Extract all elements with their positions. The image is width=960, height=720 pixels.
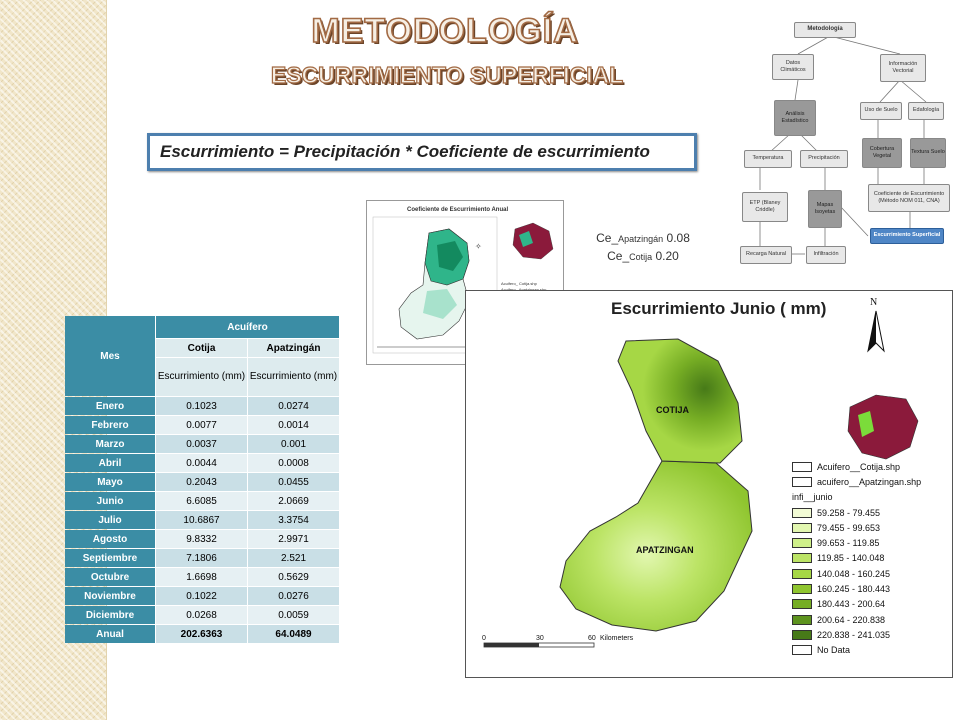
slide-subtitle: ESCURRIMIENTO SUPERFICIAL [270, 62, 624, 88]
legend-label: 220.838 - 241.035 [817, 629, 891, 640]
formula-box: Escurrimiento = Precipitación * Coeficiente de escurrimiento [147, 133, 697, 171]
legend-swatch [792, 553, 812, 563]
legend-swatch [792, 462, 812, 472]
cell-cotija: 6.6085 [156, 492, 247, 510]
cell-apatzingan: 0.0276 [248, 587, 339, 605]
flow-precip: Precipitación [800, 150, 848, 168]
scale-label-0: 0 [482, 635, 486, 642]
flow-coef: Coeficiente de Escurrimiento (Método NOM 011, CNA) [868, 184, 950, 212]
legend-item [792, 643, 921, 658]
cell-cotija: 0.0044 [156, 454, 247, 472]
cell-cotija: 0.1023 [156, 397, 247, 415]
cell-mes: Julio [65, 511, 155, 529]
table-row [65, 587, 339, 605]
legend-swatch [792, 645, 812, 655]
table-row [65, 435, 339, 453]
cell-mes: Mayo [65, 473, 155, 491]
flow-mapas: Mapas Isoyetas [808, 190, 842, 228]
legend-label: 59.258 - 79.455 [817, 507, 881, 518]
cell-apatzingan: 2.0669 [248, 492, 339, 510]
label-cotija: COTIJA [656, 405, 690, 415]
legend-item [792, 535, 921, 550]
legend-label: 99.653 - 119.85 [817, 538, 880, 549]
flow-escurr: Escurrimiento Superficial [870, 228, 944, 244]
cell-apatzingan: 0.0008 [248, 454, 339, 472]
flow-cobertura: Cobertura Vegetal [862, 138, 902, 168]
map-legend [792, 459, 921, 658]
cell-apatzingan: 0.5629 [248, 568, 339, 586]
legend-label: 200.64 - 220.838 [817, 614, 886, 625]
legend-swatch [792, 477, 812, 487]
legend-label: infi__junio [792, 492, 833, 503]
legend-item [792, 459, 921, 474]
cell-apatzingan: 0.0455 [248, 473, 339, 491]
table-row [65, 549, 339, 567]
flow-uso: Uso de Suelo [860, 102, 902, 120]
table-row [65, 511, 339, 529]
svg-text:✧: ✧ [475, 242, 482, 251]
cell-mes: Diciembre [65, 606, 155, 624]
slide-title: METODOLOGÍA [311, 12, 579, 50]
table-row [65, 454, 339, 472]
unit-apatzingan: Escurrimiento (mm) [248, 358, 339, 396]
cell-apatzingan: 64.0489 [248, 625, 339, 643]
cell-cotija: 0.0268 [156, 606, 247, 624]
col-header-acuifero: Acuífero [156, 316, 339, 338]
legend-swatch [792, 508, 812, 518]
methodology-flowchart [730, 14, 952, 272]
coefficient-values [588, 230, 698, 266]
scale-label-60: 60 [588, 635, 596, 642]
legend-item [792, 566, 921, 581]
ce-cotija: Ce_Cotija 0.20 [607, 249, 679, 263]
cell-apatzingan: 0.0014 [248, 416, 339, 434]
legend-item [792, 505, 921, 520]
flow-temp: Temperatura [744, 150, 792, 168]
cell-apatzingan: 2.9971 [248, 530, 339, 548]
table-row [65, 568, 339, 586]
cell-cotija: 0.0077 [156, 416, 247, 434]
table-body [65, 397, 339, 643]
runoff-table [64, 315, 340, 644]
legend-swatch [792, 615, 812, 625]
cell-mes: Marzo [65, 435, 155, 453]
cell-mes: Septiembre [65, 549, 155, 567]
scale-label-30: 30 [536, 635, 544, 642]
cell-cotija: 0.1022 [156, 587, 247, 605]
coef-legend-item: Acuifero_ Cotija.shp [501, 281, 537, 286]
legend-label: 79.455 - 99.653 [817, 522, 881, 533]
flow-infil: Infiltración [806, 246, 846, 264]
cell-mes: Noviembre [65, 587, 155, 605]
cell-mes: Agosto [65, 530, 155, 548]
flow-info: Información Vectorial [880, 54, 926, 82]
legend-swatch [792, 630, 812, 640]
legend-item [792, 612, 921, 627]
cell-apatzingan: 2.521 [248, 549, 339, 567]
legend-label: 160.245 - 180.443 [817, 584, 891, 595]
flow-textura: Textura Suelo [910, 138, 946, 168]
cell-apatzingan: 0.001 [248, 435, 339, 453]
table-row [65, 397, 339, 415]
north-label: N [870, 297, 878, 308]
legend-item [792, 551, 921, 566]
unit-cotija: Escurrimiento (mm) [156, 358, 247, 396]
legend-item [792, 474, 921, 489]
legend-item [792, 490, 921, 505]
legend-item [792, 627, 921, 642]
flow-analisis: Análisis Estadístico [774, 100, 816, 136]
table-row [65, 416, 339, 434]
cell-mes: Anual [65, 625, 155, 643]
flow-edafo: Edafología [908, 102, 944, 120]
table-row [65, 492, 339, 510]
scale-label-unit: Kilometers [600, 635, 634, 642]
ce-apatzingan: Ce_Apatzingán 0.08 [596, 231, 690, 245]
cell-mes: Enero [65, 397, 155, 415]
table-row [65, 473, 339, 491]
cell-cotija: 9.8332 [156, 530, 247, 548]
cell-cotija: 202.6363 [156, 625, 247, 643]
legend-item [792, 520, 921, 535]
label-apatzingan: APATZINGAN [636, 545, 694, 555]
legend-item [792, 597, 921, 612]
legend-label: 180.443 - 200.64 [817, 599, 886, 610]
cell-apatzingan: 0.0059 [248, 606, 339, 624]
flow-root: Metodología [794, 22, 856, 38]
flow-datos: Datos Climáticos [772, 54, 814, 80]
legend-swatch [792, 523, 812, 533]
table-total-row [65, 625, 339, 643]
legend-item [792, 581, 921, 596]
flow-etp: ETP (Blaney Criddle) [742, 192, 788, 222]
cell-cotija: 0.2043 [156, 473, 247, 491]
legend-swatch [792, 569, 812, 579]
legend-label: acuifero__Apatzingan.shp [817, 476, 922, 487]
cell-mes: Octubre [65, 568, 155, 586]
map-title: Escurrimiento Junio ( mm) [611, 299, 827, 318]
table-row [65, 530, 339, 548]
legend-label: 119.85 - 140.048 [817, 553, 885, 564]
legend-swatch [792, 599, 812, 609]
legend-label: 140.048 - 160.245 [817, 568, 891, 579]
legend-swatch [792, 584, 812, 594]
cell-cotija: 1.6698 [156, 568, 247, 586]
cell-mes: Febrero [65, 416, 155, 434]
coef-map-title: Coeficiente de Escurrimiento Anual [407, 207, 509, 213]
legend-label: No Data [817, 645, 851, 656]
col-header-mes: Mes [65, 316, 155, 396]
flow-recarga: Recarga Natural [740, 246, 792, 264]
cell-cotija: 10.6867 [156, 511, 247, 529]
cell-mes: Abril [65, 454, 155, 472]
cell-cotija: 0.0037 [156, 435, 247, 453]
cell-cotija: 7.1806 [156, 549, 247, 567]
table-row [65, 606, 339, 624]
escurrimiento-junio-map [465, 290, 953, 678]
legend-swatch [792, 538, 812, 548]
col-header-apatzingan: Apatzingán [248, 339, 339, 357]
legend-label: Acuifero__Cotija.shp [817, 461, 901, 472]
cell-apatzingan: 3.3754 [248, 511, 339, 529]
col-header-cotija: Cotija [156, 339, 247, 357]
cell-apatzingan: 0.0274 [248, 397, 339, 415]
cell-mes: Junio [65, 492, 155, 510]
